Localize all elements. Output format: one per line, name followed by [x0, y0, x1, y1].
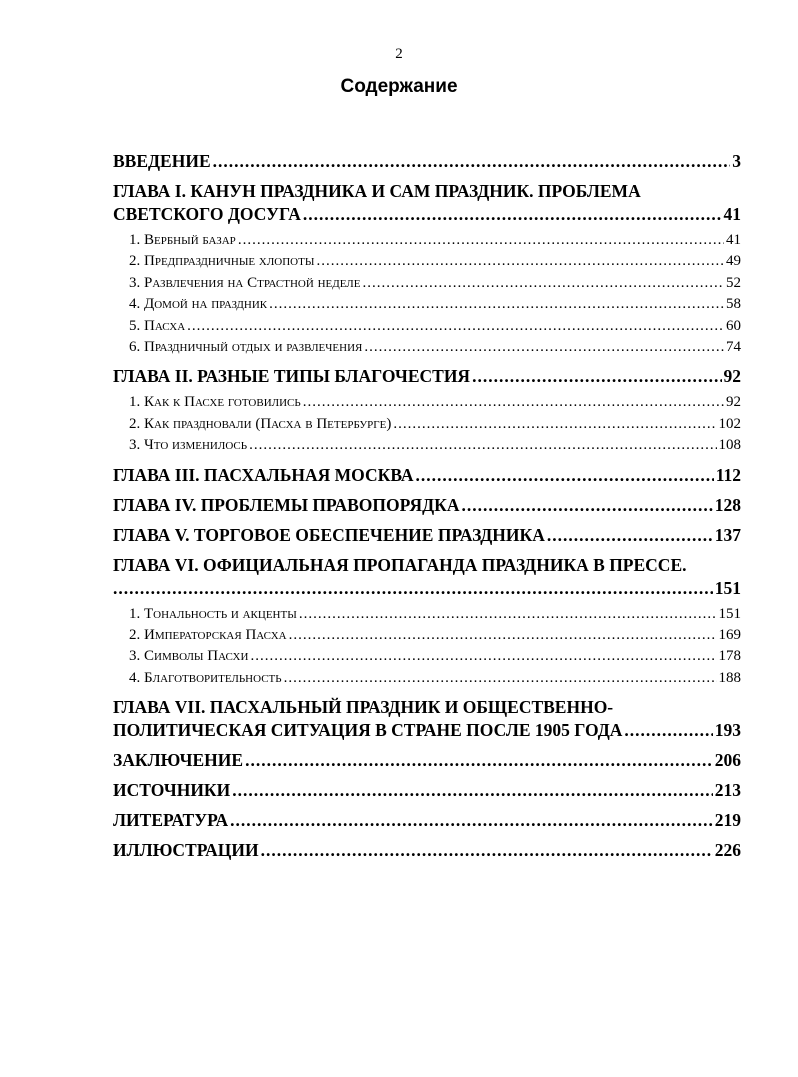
- toc-title: ЛИТЕРАТУРА: [113, 810, 229, 831]
- toc-sub-page: 102: [718, 415, 741, 432]
- toc-entry-chapter-2[interactable]: [113, 365, 741, 388]
- toc-sub-title: Как праздновали (Пасха в Петербурге): [144, 415, 392, 432]
- toc-sub-page: 188: [718, 669, 741, 686]
- toc-subentry[interactable]: [113, 668, 741, 689]
- dot-leader: [113, 577, 713, 600]
- toc-title: ИЛЛЮСТРАЦИИ: [113, 840, 259, 861]
- table-of-contents: [113, 150, 741, 862]
- toc-title: ПОЛИТИЧЕСКАЯ СИТУАЦИЯ В СТРАНЕ ПОСЛЕ 1905 ГОДА: [113, 720, 623, 741]
- toc-sub-title: Благотворительность: [144, 669, 282, 686]
- toc-sub-page: 151: [718, 605, 741, 622]
- toc-sub-title: Императорская Пасха: [144, 627, 287, 644]
- toc-entry-intro[interactable]: [113, 150, 741, 173]
- toc-sub-title: Домой на праздник: [144, 296, 268, 313]
- toc-sub-title: Пасха: [144, 317, 186, 334]
- toc-sub-number: 5.: [129, 317, 141, 334]
- toc-sub-number: 2.: [129, 415, 141, 432]
- toc-sub-page: 41: [726, 232, 741, 248]
- dot-leader: [472, 365, 721, 388]
- toc-sublist-chapter-2: [113, 392, 741, 456]
- toc-sub-page: 178: [718, 648, 741, 665]
- toc-sub-page: 58: [726, 296, 741, 313]
- toc-entry-chapter-7[interactable]: [113, 696, 741, 742]
- toc-page: 151: [714, 577, 741, 598]
- toc-title: ГЛАВА V. ТОРГОВОЕ ОБЕСПЕЧЕНИЕ ПРАЗДНИКА: [113, 524, 545, 545]
- toc-sub-title: Что изменилось: [144, 437, 248, 454]
- toc-title-line: ГЛАВА VI. ОФИЦИАЛЬНАЯ ПРОПАГАНДА ПРАЗДНИКА В ПРЕССЕ.: [113, 554, 687, 575]
- toc-title: ИСТОЧНИКИ: [113, 780, 231, 801]
- toc-subentry[interactable]: [113, 230, 741, 251]
- toc-sub-page: 108: [718, 437, 741, 454]
- toc-entry-chapter-4[interactable]: [113, 494, 741, 517]
- dot-leader: [284, 668, 717, 689]
- dot-leader: [299, 604, 717, 625]
- toc-entry-chapter-6[interactable]: [113, 554, 741, 600]
- dot-leader: [363, 273, 725, 294]
- toc-sub-title: Вербный базар: [144, 232, 236, 248]
- toc-title-line: ГЛАВА I. КАНУН ПРАЗДНИКА И САМ ПРАЗДНИК. ПРОБЛЕМА: [113, 181, 641, 201]
- toc-title: ГЛАВА IV. ПРОБЛЕМЫ ПРАВОПОРЯДКА: [113, 494, 460, 515]
- toc-sub-number: 4.: [129, 669, 141, 686]
- toc-entry-conclusion[interactable]: [113, 749, 741, 772]
- toc-sub-number: 2.: [129, 627, 141, 644]
- dot-leader: [269, 294, 724, 315]
- toc-subentry[interactable]: [113, 414, 741, 435]
- toc-sub-page: 92: [726, 394, 741, 411]
- toc-page: 226: [714, 840, 741, 861]
- page-title: Содержание: [340, 76, 458, 97]
- toc-subentry[interactable]: [113, 435, 741, 456]
- toc-sublist-chapter-6: [113, 604, 741, 690]
- toc-title-line: ГЛАВА VII. ПАСХАЛЬНЫЙ ПРАЗДНИК И ОБЩЕСТВЕННО-: [113, 697, 614, 718]
- dot-leader: [393, 414, 716, 435]
- toc-sub-page: 60: [726, 317, 741, 334]
- toc-sub-page: 169: [718, 627, 741, 644]
- toc-sub-number: 3.: [129, 437, 141, 454]
- dot-leader: [461, 494, 712, 517]
- toc-page: 206: [714, 750, 741, 771]
- toc-entry-chapter-5[interactable]: [113, 524, 741, 547]
- dot-leader: [416, 464, 714, 487]
- toc-entry-chapter-1[interactable]: [113, 180, 741, 226]
- toc-entry-literature[interactable]: [113, 809, 741, 832]
- dot-leader: [232, 779, 713, 802]
- toc-entry-sources[interactable]: [113, 779, 741, 802]
- toc-subentry[interactable]: [113, 251, 741, 272]
- toc-sub-number: 1.: [129, 232, 141, 248]
- dot-leader: [624, 719, 712, 742]
- toc-page: 219: [714, 810, 741, 831]
- toc-page: 92: [723, 366, 741, 387]
- toc-subentry[interactable]: [113, 273, 741, 294]
- toc-sub-number: 4.: [129, 296, 141, 313]
- dot-leader: [316, 251, 724, 272]
- toc-sub-number: 1.: [129, 605, 141, 622]
- toc-sub-title: Как к Пасхе готовились: [144, 394, 301, 411]
- toc-entry-illustrations[interactable]: [113, 839, 741, 862]
- toc-subentry[interactable]: [113, 316, 741, 337]
- toc-sub-number: 1.: [129, 394, 141, 411]
- toc-sub-title: Развлечения на Страстной неделе: [144, 274, 361, 291]
- dot-leader: [303, 392, 724, 413]
- toc-sub-number: 3.: [129, 648, 141, 665]
- toc-subentry[interactable]: [113, 392, 741, 413]
- toc-page: 213: [714, 780, 741, 801]
- toc-title: ЗАКЛЮЧЕНИЕ: [113, 750, 244, 771]
- toc-title: ВВЕДЕНИЕ: [113, 151, 211, 171]
- toc-sublist-chapter-1: [113, 230, 741, 358]
- toc-page: 193: [714, 720, 741, 741]
- dot-leader: [230, 809, 713, 832]
- dot-leader: [238, 230, 724, 251]
- dot-leader: [261, 839, 713, 862]
- toc-subentry[interactable]: [113, 337, 741, 358]
- dot-leader: [364, 337, 724, 358]
- toc-subentry[interactable]: [113, 294, 741, 315]
- dot-leader: [547, 524, 713, 547]
- toc-sub-title: Праздничный отдых и развлечения: [144, 339, 363, 356]
- toc-sub-title: Тональность и акценты: [144, 605, 297, 622]
- toc-sub-number: 3.: [129, 274, 141, 291]
- dot-leader: [245, 749, 713, 772]
- toc-page: 3: [732, 151, 741, 171]
- toc-entry-chapter-3[interactable]: [113, 464, 741, 487]
- dot-leader: [250, 646, 716, 667]
- toc-title: СВЕТСКОГО ДОСУГА: [113, 204, 301, 224]
- dot-leader: [289, 625, 717, 646]
- toc-sub-page: 74: [726, 339, 741, 356]
- toc-title: ГЛАВА II. РАЗНЫЕ ТИПЫ БЛАГОЧЕСТИЯ: [113, 366, 471, 387]
- toc-page: 41: [723, 204, 741, 224]
- toc-sub-number: 2.: [129, 253, 141, 270]
- toc-sub-page: 49: [726, 253, 741, 270]
- toc-page: 112: [715, 464, 741, 485]
- toc-sub-title: Предпраздничные хлопоты: [144, 253, 315, 270]
- toc-page: 137: [714, 524, 741, 545]
- toc-page: 128: [714, 494, 741, 515]
- toc-subentry[interactable]: [113, 625, 741, 646]
- toc-subentry[interactable]: [113, 646, 741, 667]
- toc-sub-title: Символы Пасхи: [144, 648, 249, 665]
- toc-sub-page: 52: [726, 274, 741, 291]
- page-number: 2: [395, 46, 403, 62]
- dot-leader: [249, 435, 716, 456]
- toc-subentry[interactable]: [113, 604, 741, 625]
- dot-leader: [187, 316, 724, 337]
- dot-leader: [303, 203, 722, 226]
- dot-leader: [213, 150, 731, 173]
- toc-sub-number: 6.: [129, 339, 141, 356]
- toc-title: ГЛАВА III. ПАСХАЛЬНАЯ МОСКВА: [113, 464, 414, 485]
